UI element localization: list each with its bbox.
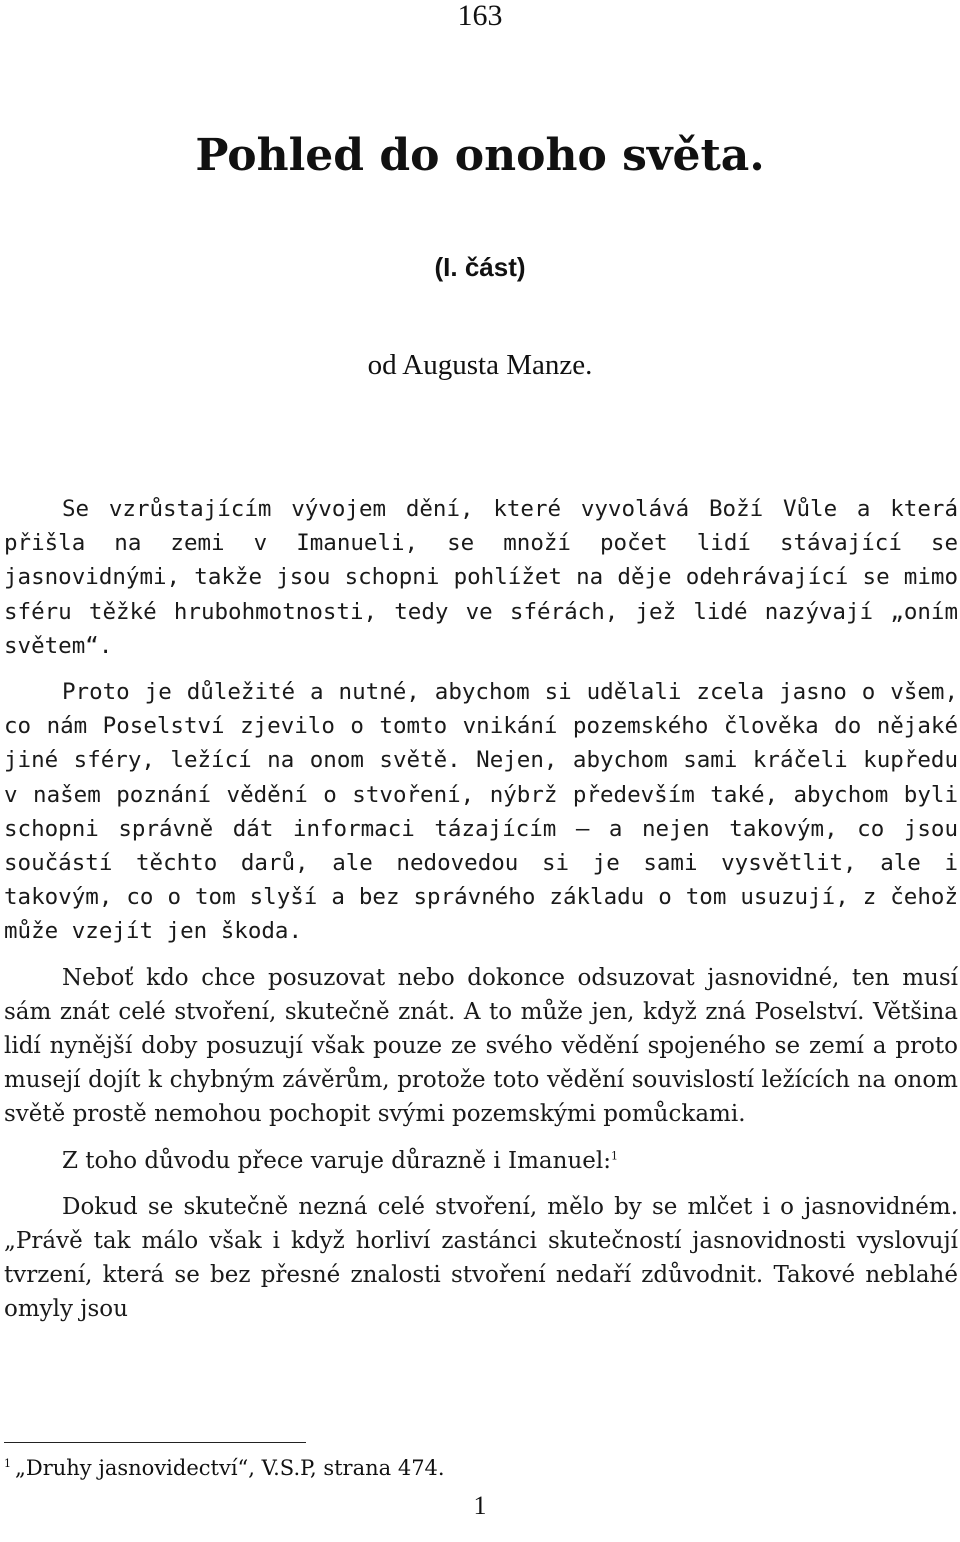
body-text: [4, 492, 958, 1327]
paragraph-5: Dokud se skutečně nezná celé stvoření, mělo by se mlčet i o jasnovidném. „Právě tak málo však i když horliví zastánci skutečností jasnovidnosti vyslovují tvrzení, která se bez přesné znalosti stvoření nedaří zdůvodnit. Takové neblahé omyly jsou: [4, 1193, 958, 1323]
part-subtitle: (I. část): [434, 252, 526, 282]
paragraph-4: [4, 1144, 958, 1178]
paragraph-2: Proto je důležité a nutné, abychom si udělali zcela jasno o všem, co nám Poselství zjevilo o tomto vnikání pozemského člověka do nějaké jiné sféry, ležící na onom světě. Nejen, abychom sami kráčeli kupředu v našem poznání vědění o stvoření, nýbrž především také, abychom byli schopni správně dát informaci tázajícím – a nejen takovým, co jsou součástí těchto darů, ale nedovedou si je sami vysvětlit, ale i takovým, co o tom slyší a bez správného základu o tom usuzují, z čehož může vzejít jen škoda.: [4, 679, 958, 945]
footnote: [4, 1452, 904, 1484]
footnote-reference: 1: [611, 1149, 618, 1162]
page-number-bottom: 1: [473, 1491, 487, 1520]
author-line: od Augusta Manze.: [367, 349, 593, 381]
page-number-top: 163: [457, 0, 503, 32]
paragraph-3: Neboť kdo chce posuzovat nebo dokonce odsuzovat jasnovidné, ten musí sám znát celé stvoření, skutečně znát. A to může jen, když zná Poselství. Většina lidí nynější doby posuzují však pouze ze svého vědění spojeného se zemí a proto musejí dojít k chybným závěrům, protože toto vědění souvislostí ležících na onom světě prostě nemohou pochopit svými pozemskými pomůckami.: [4, 964, 958, 1128]
footnote-text: „Druhy jasnovidectví“, V.S.P, strana 474.: [15, 1456, 445, 1480]
footnote-separator: [4, 1442, 306, 1443]
footnote-marker: 1: [4, 1457, 11, 1470]
paragraph-4-text: Z toho důvodu přece varuje důrazně i Imanuel:: [62, 1147, 611, 1174]
page-title: Pohled do onoho světa.: [195, 130, 765, 181]
paragraph-1: Se vzrůstajícím vývojem dění, které vyvolává Boží Vůle a která přišla na zemi v Imanueli, se množí počet lidí stávající se jasnovidnými, takže jsou schopni pohlížet na děje odehrávající se mimo sféru těžké hrubohmotnosti, tedy ve sférách, jež lidé nazývají „oním světem“.: [4, 496, 958, 659]
